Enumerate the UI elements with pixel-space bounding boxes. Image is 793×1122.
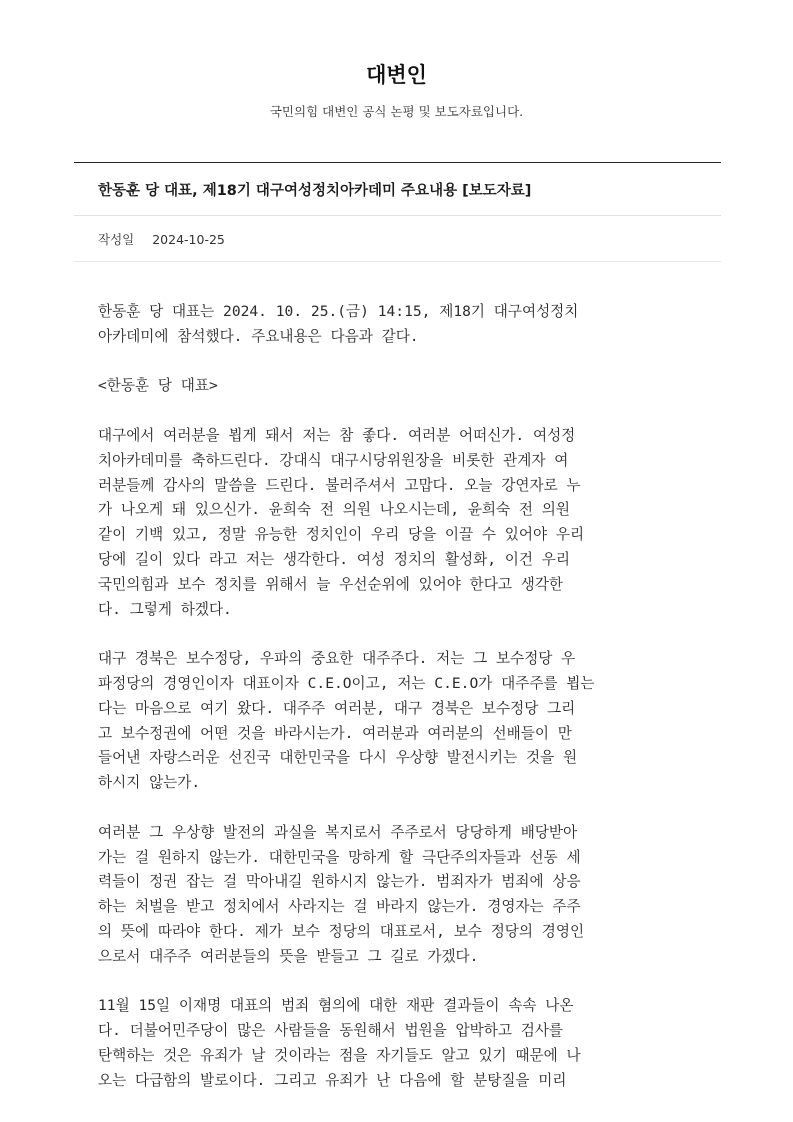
- body-line: 탄핵하는 것은 유죄가 날 것이라는 점을 자기들도 알고 있기 때문에 나: [98, 1046, 581, 1064]
- body-line: 으로서 대주주 여러분들의 뜻을 받들고 그 길로 가겠다.: [98, 947, 479, 965]
- body-line: <한동훈 당 대표>: [98, 377, 218, 395]
- body-line: 가 나오게 돼 있으신가. 윤희숙 전 의원 나오시는데, 윤희숙 전 의원: [98, 501, 570, 519]
- header-divider: [74, 162, 721, 163]
- body-line: 대구 경북은 보수정당, 우파의 중요한 대주주다. 저는 그 보수정당 우: [98, 650, 576, 668]
- post-title: 한동훈 당 대표, 제18기 대구여성정치아카데미 주요내용 [보도자료]: [98, 183, 532, 199]
- post-meta: [98, 231, 225, 249]
- body-line: 여러분 그 우상향 발전의 과실을 복지로서 주주로서 당당하게 배당받아: [98, 823, 578, 841]
- paragraph-daegu: [98, 647, 698, 796]
- body-line: 다. 그렇게 하겠다.: [98, 600, 232, 618]
- paragraph-greeting: [98, 424, 698, 622]
- body-line: 대구에서 여러분을 뵙게 돼서 저는 참 좋다. 여러분 어떠신가. 여성정: [98, 426, 576, 444]
- site-title[interactable]: 대변인: [366, 63, 427, 87]
- paragraph-intro: [98, 300, 698, 350]
- body-line: 다. 더불어민주당이 많은 사람들을 동원해서 법원을 압박하고 검사를: [98, 1022, 564, 1040]
- body-line: 아카데미에 참석했다. 주요내용은 다음과 같다.: [98, 327, 419, 345]
- title-divider: [74, 215, 721, 216]
- body-line: 치아카데미를 축하드린다. 강대식 대구시당위원장을 비롯한 관계자 여: [98, 451, 569, 469]
- paragraph-shareholders: [98, 821, 698, 970]
- body-line: 당에 길이 있다 라고 저는 생각한다. 여성 정치의 활성화, 이건 우리: [98, 550, 570, 568]
- body-line: 파정당의 경영인이자 대표이자 C.E.O이고, 저는 C.E.O가 대주주를 뵙는: [98, 674, 595, 692]
- body-line: 11월 15일 이재명 대표의 범죄 혐의에 대한 재판 결과들이 속속 나온: [98, 997, 574, 1015]
- date-label: 작성일: [98, 232, 135, 247]
- body-line: 들어낸 자랑스러운 선진국 대한민국을 다시 우상향 발전시키는 것을 원: [98, 749, 578, 767]
- body-line: 한동훈 당 대표는 2024. 10. 25.(금) 14:15, 제18기 대구여성정치: [98, 303, 579, 320]
- site-description: 국민의힘 대변인 공식 논평 및 보도자료입니다.: [269, 104, 524, 119]
- body-line: 의 뜻에 따라야 한다. 제가 보수 정당의 대표로서, 보수 정당의 경영인: [98, 922, 585, 940]
- body-line: 다는 마음으로 여기 왔다. 대주주 여러분, 대구 경북은 보수정당 그리: [98, 699, 576, 717]
- body-line: 하는 처벌을 받고 정치에서 사라지는 걸 바라지 않는가. 경영자는 주주: [98, 898, 581, 916]
- meta-divider: [74, 261, 721, 262]
- body-line: 력들이 정권 잡는 걸 막아내길 원하시지 않는가. 범죄자가 범죄에 상응: [98, 873, 581, 891]
- paragraph-speaker: [98, 374, 698, 399]
- paragraph-trial: [98, 994, 698, 1093]
- post-date: 2024-10-25: [152, 232, 225, 247]
- body-line: 러분들께 감사의 말씀을 드린다. 불러주셔서 고맙다. 오늘 강연자로 누: [98, 476, 581, 494]
- body-line: 고 보수정권에 어떤 것을 바라시는가. 여러분과 여러분의 선배들이 만: [98, 724, 572, 742]
- post-body: [98, 300, 698, 1094]
- body-line: 같이 기백 있고, 정말 유능한 정치인이 우리 당을 이끌 수 있어야 우리: [98, 526, 585, 544]
- body-line: 가는 걸 원하지 않는가. 대한민국을 망하게 할 극단주의자들과 선동 세: [98, 848, 581, 866]
- body-line: 오는 다급함의 발로이다. 그리고 유죄가 난 다음에 할 분탕질을 미리: [98, 1071, 567, 1089]
- body-line: 국민의힘과 보수 정치를 위해서 늘 우선순위에 있어야 한다고 생각한: [98, 575, 564, 593]
- body-line: 하시지 않는가.: [98, 774, 201, 792]
